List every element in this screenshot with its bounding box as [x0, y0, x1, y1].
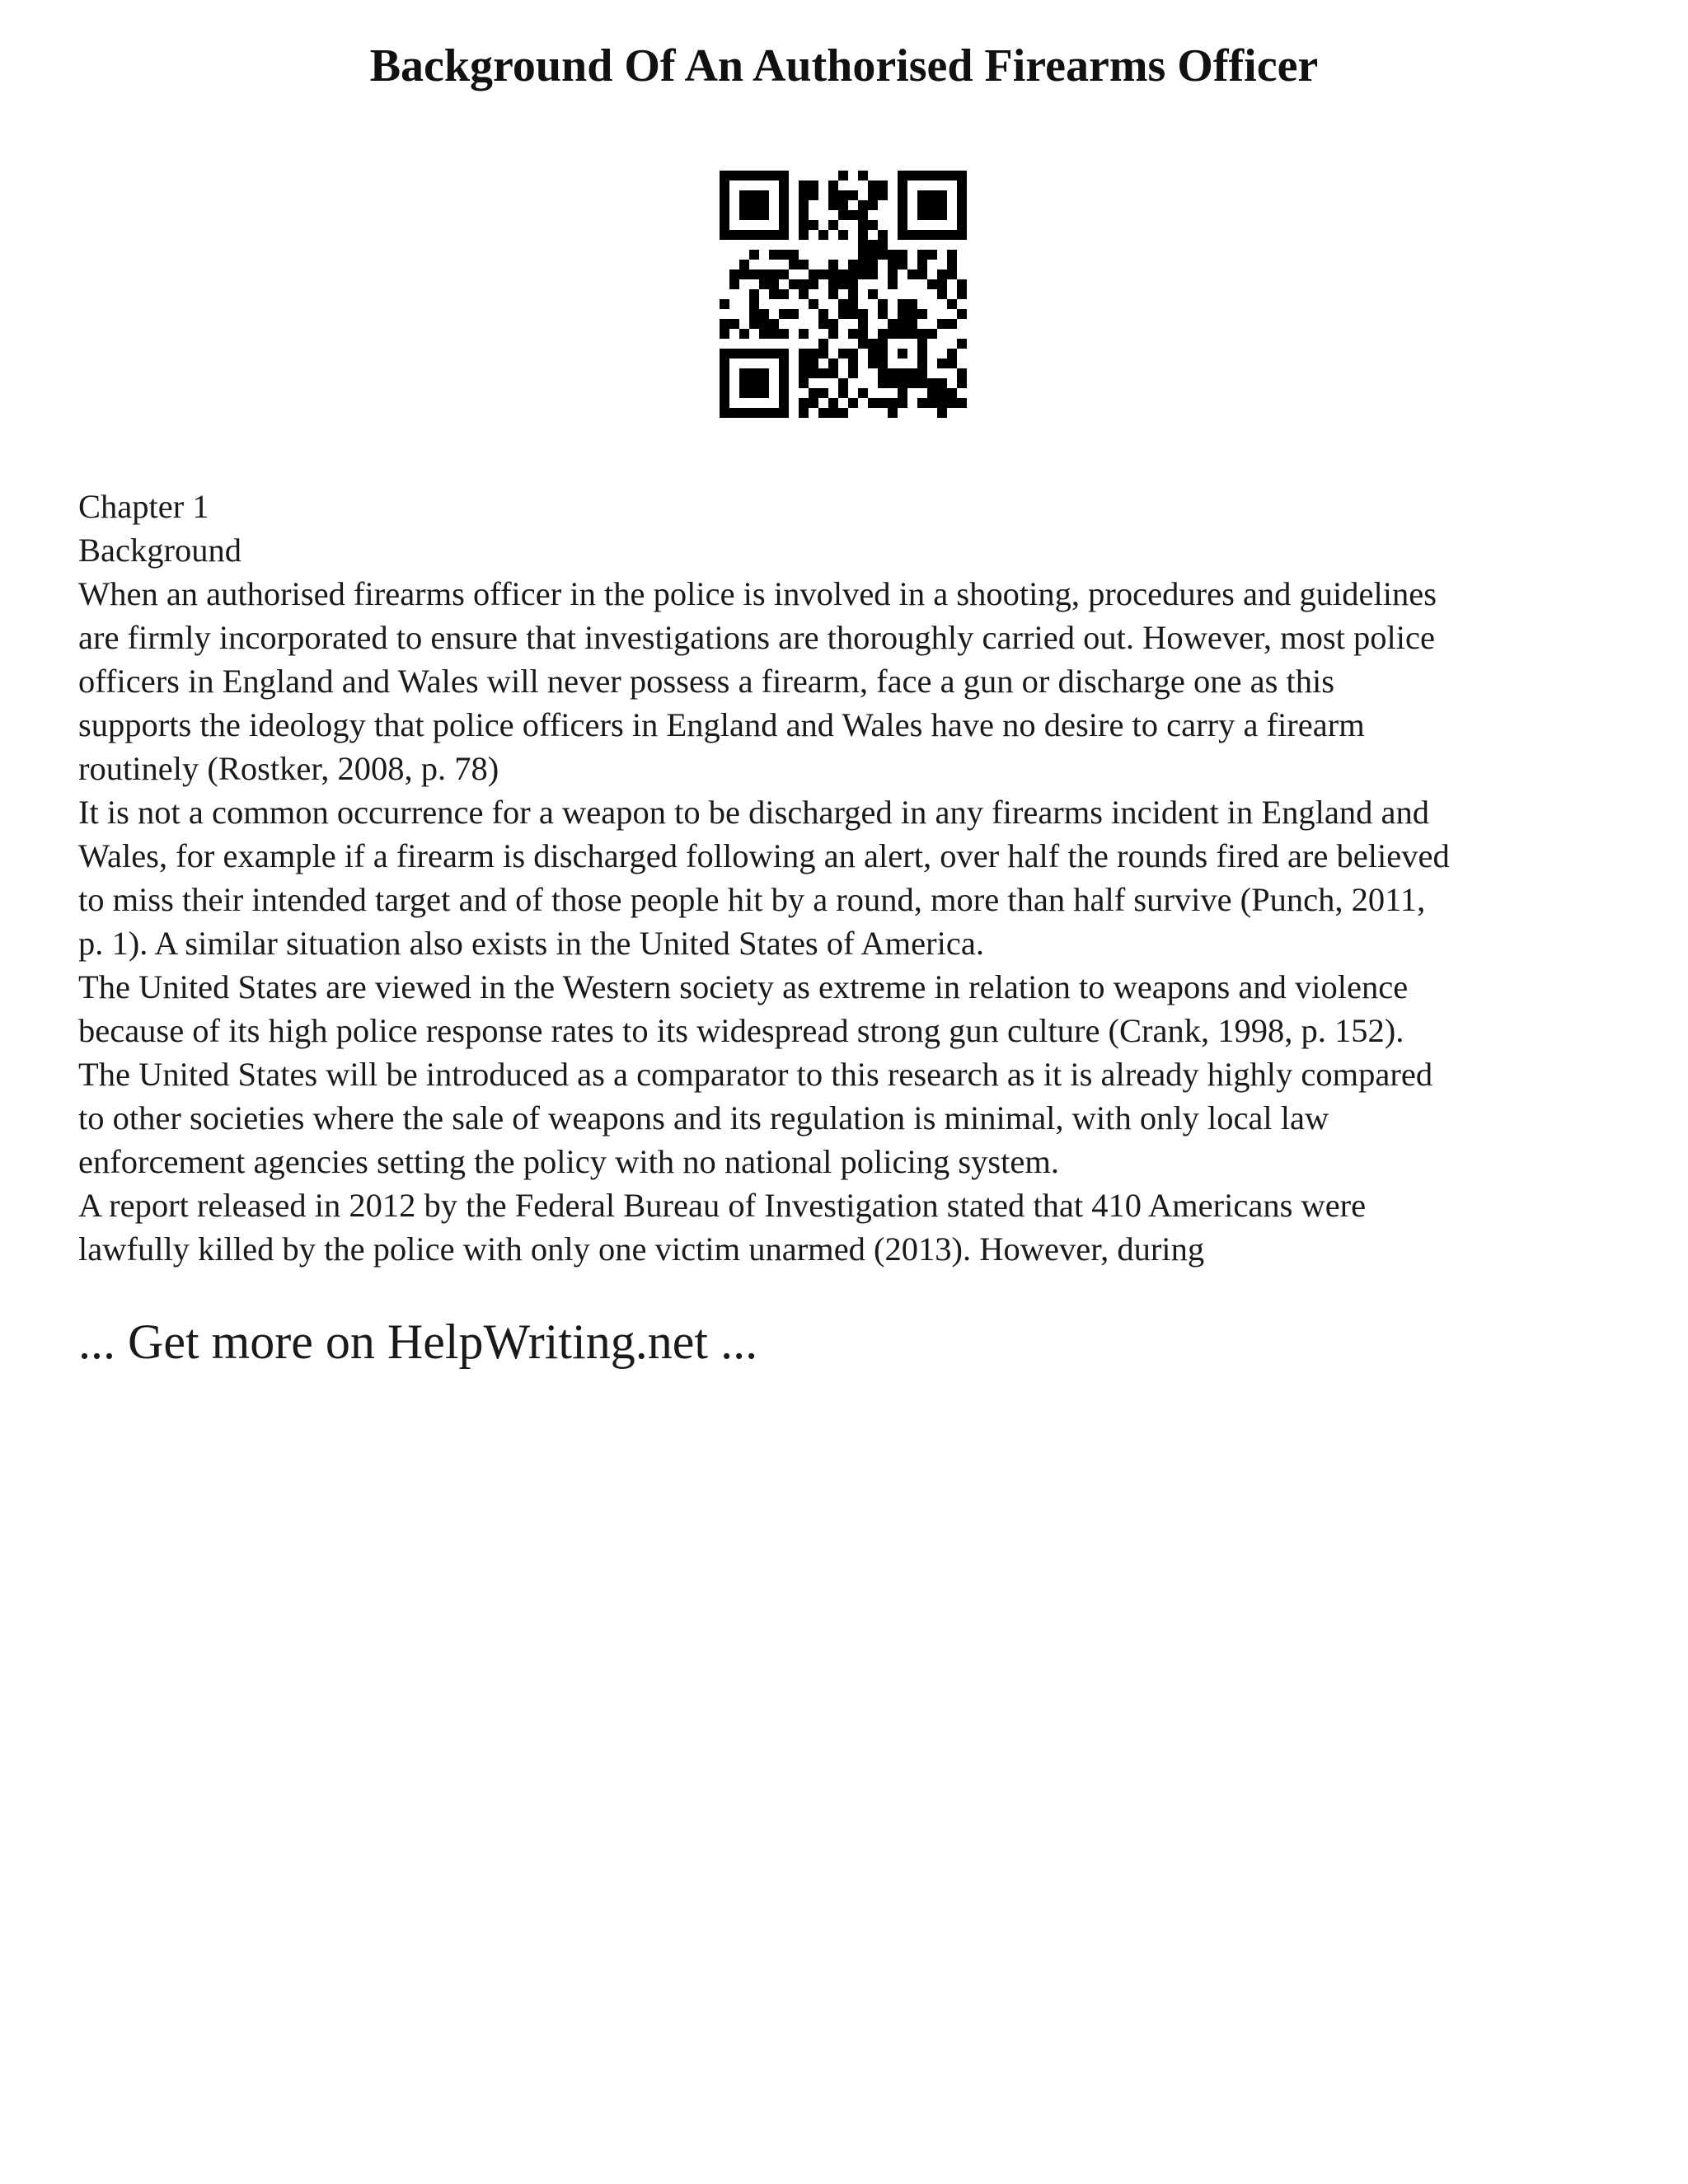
text-line: A report released in 2012 by the Federal Bureau of Investigation stated that 410 Americans were	[78, 1187, 1367, 1224]
text-line: p. 1). A similar situation also exists in the United States of America.	[78, 925, 984, 962]
text-line: The United States are viewed in the Western society as extreme in relation to weapons and violence	[78, 968, 1409, 1005]
document-title: Background Of An Authorised Firearms Officer	[369, 40, 1319, 91]
qr-code-icon	[720, 171, 967, 418]
text-line: to other societies where the sale of weapons and its regulation is minimal, with only local law	[78, 1099, 1329, 1137]
text-line: to miss their intended target and of those people hit by a round, more than half survive (Punch, 2011,	[78, 881, 1426, 918]
get-more-link[interactable]: ... Get more on HelpWriting.net ...	[78, 1315, 758, 1369]
body-text	[78, 485, 1628, 1271]
text-line: because of its high police response rates to its widespread strong gun culture (Crank, 1998, p. 152).	[78, 1012, 1404, 1049]
text-line: Wales, for example if a firearm is discharged following an alert, over half the rounds fired are believed	[78, 837, 1450, 874]
text-line: are firmly incorporated to ensure that investigations are thoroughly carried out. However, most police	[78, 619, 1435, 656]
text-line: routinely (Rostker, 2008, p. 78)	[78, 750, 499, 787]
section-heading: Background	[78, 532, 241, 569]
chapter-label: Chapter 1	[78, 488, 209, 525]
text-line: officers in England and Wales will never possess a firearm, face a gun or discharge one as this	[78, 663, 1335, 700]
text-line: When an authorised firearms officer in the police is involved in a shooting, procedures and guidelines	[78, 575, 1437, 612]
text-line: It is not a common occurrence for a weapon to be discharged in any firearms incident in England and	[78, 794, 1429, 831]
text-line: enforcement agencies setting the policy with no national policing system.	[78, 1143, 1059, 1180]
text-line: lawfully killed by the police with only one victim unarmed (2013). However, during	[78, 1230, 1205, 1268]
text-line: supports the ideology that police officers in England and Wales have no desire to carry a firearm	[78, 706, 1365, 743]
text-line: The United States will be introduced as a comparator to this research as it is already highly compared	[78, 1056, 1433, 1093]
